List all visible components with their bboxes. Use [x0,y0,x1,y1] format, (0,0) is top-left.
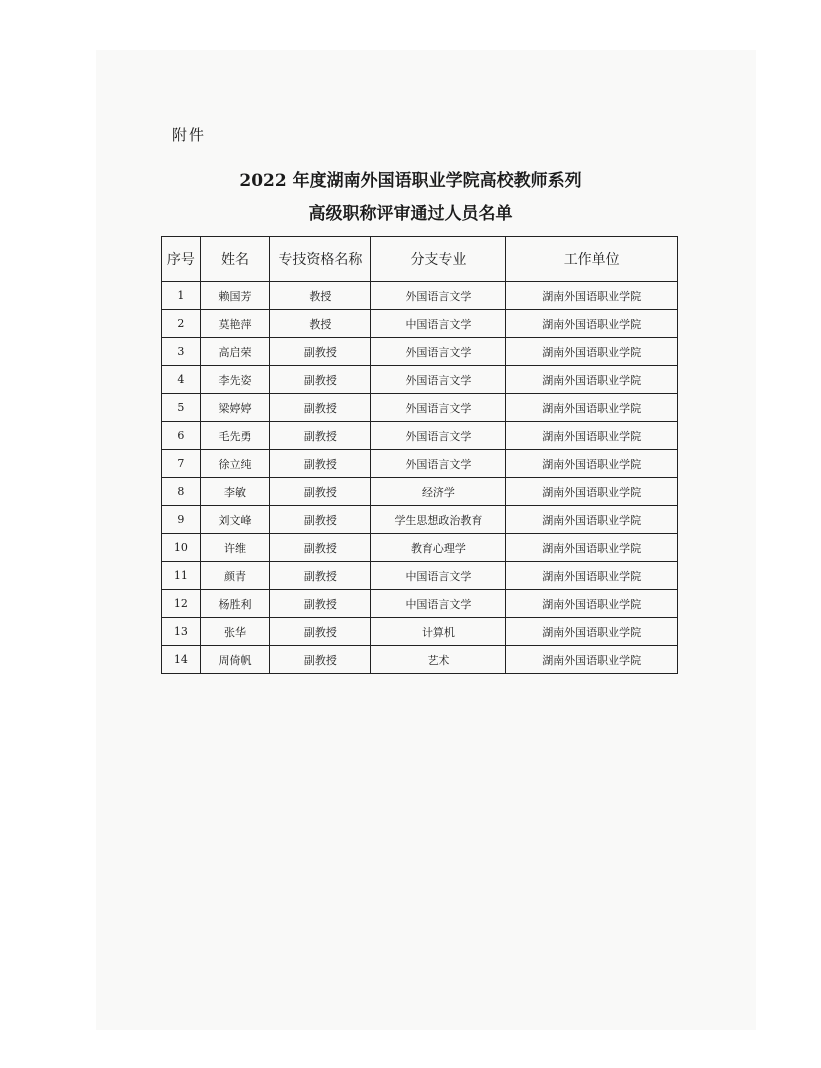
cell-name: 毛先勇 [200,422,270,450]
cell-title: 教授 [270,310,371,338]
cell-no: 6 [162,422,201,450]
cell-name: 刘文峰 [200,506,270,534]
cell-unit: 湖南外国语职业学院 [506,310,678,338]
cell-title: 副教授 [270,338,371,366]
document-subtitle: 高级职称评审通过人员名单 [308,204,513,224]
cell-major: 外国语言文学 [371,366,506,394]
cell-no: 7 [162,450,201,478]
cell-title: 副教授 [270,534,371,562]
cell-no: 13 [162,618,201,646]
column-header-name: 姓名 [200,237,270,282]
cell-unit: 湖南外国语职业学院 [506,646,678,674]
table-row [162,338,678,366]
cell-no: 14 [162,646,201,674]
table-row [162,646,678,674]
cell-unit: 湖南外国语职业学院 [506,534,678,562]
table-row [162,506,678,534]
table-row [162,590,678,618]
cell-name: 张华 [200,618,270,646]
column-header-title: 专技资格名称 [270,237,371,282]
cell-unit: 湖南外国语职业学院 [506,282,678,310]
cell-unit: 湖南外国语职业学院 [506,590,678,618]
table-row [162,310,678,338]
cell-unit: 湖南外国语职业学院 [506,422,678,450]
table-row [162,422,678,450]
cell-title: 副教授 [270,646,371,674]
cell-title: 副教授 [270,394,371,422]
cell-no: 8 [162,478,201,506]
cell-major: 艺术 [371,646,506,674]
cell-major: 中国语言文学 [371,310,506,338]
cell-name: 周倚帆 [200,646,270,674]
cell-no: 11 [162,562,201,590]
cell-name: 颜青 [200,562,270,590]
cell-unit: 湖南外国语职业学院 [506,506,678,534]
cell-no: 1 [162,282,201,310]
cell-unit: 湖南外国语职业学院 [506,618,678,646]
cell-no: 5 [162,394,201,422]
cell-title: 副教授 [270,478,371,506]
column-header-unit: 工作单位 [506,237,678,282]
cell-unit: 湖南外国语职业学院 [506,478,678,506]
cell-unit: 湖南外国语职业学院 [506,562,678,590]
cell-name: 高启荣 [200,338,270,366]
cell-no: 3 [162,338,201,366]
column-header-no: 序号 [162,237,201,282]
cell-no: 12 [162,590,201,618]
table-body [162,282,678,674]
cell-name: 梁婷婷 [200,394,270,422]
cell-no: 9 [162,506,201,534]
table-row [162,562,678,590]
cell-title: 副教授 [270,618,371,646]
cell-title: 副教授 [270,450,371,478]
cell-unit: 湖南外国语职业学院 [506,366,678,394]
table-header-row [162,237,678,282]
cell-major: 经济学 [371,478,506,506]
cell-no: 2 [162,310,201,338]
cell-major: 外国语言文学 [371,338,506,366]
table-row [162,394,678,422]
cell-major: 教育心理学 [371,534,506,562]
cell-major: 外国语言文学 [371,394,506,422]
cell-unit: 湖南外国语职业学院 [506,338,678,366]
cell-unit: 湖南外国语职业学院 [506,450,678,478]
cell-name: 李先姿 [200,366,270,394]
cell-title: 副教授 [270,506,371,534]
cell-major: 计算机 [371,618,506,646]
table-row [162,534,678,562]
cell-title: 副教授 [270,422,371,450]
cell-title: 副教授 [270,562,371,590]
table-row [162,618,678,646]
cell-name: 赖国芳 [200,282,270,310]
cell-name: 李敏 [200,478,270,506]
column-header-major: 分支专业 [371,237,506,282]
cell-major: 外国语言文学 [371,282,506,310]
cell-unit: 湖南外国语职业学院 [506,394,678,422]
cell-name: 莫艳萍 [200,310,270,338]
cell-title: 副教授 [270,590,371,618]
cell-title: 教授 [270,282,371,310]
table-row [162,450,678,478]
cell-no: 4 [162,366,201,394]
cell-major: 外国语言文学 [371,450,506,478]
cell-major: 学生思想政治教育 [371,506,506,534]
cell-name: 徐立纯 [200,450,270,478]
table-row [162,366,678,394]
document-title: 2022 年度湖南外国语职业学院高校教师系列 [239,171,582,191]
personnel-table [161,236,678,674]
cell-name: 许维 [200,534,270,562]
cell-title: 副教授 [270,366,371,394]
cell-major: 外国语言文学 [371,422,506,450]
table-row [162,282,678,310]
table-row [162,478,678,506]
cell-major: 中国语言文学 [371,562,506,590]
attachment-label: 附件 [172,126,207,144]
cell-no: 10 [162,534,201,562]
cell-major: 中国语言文学 [371,590,506,618]
cell-name: 杨胜利 [200,590,270,618]
